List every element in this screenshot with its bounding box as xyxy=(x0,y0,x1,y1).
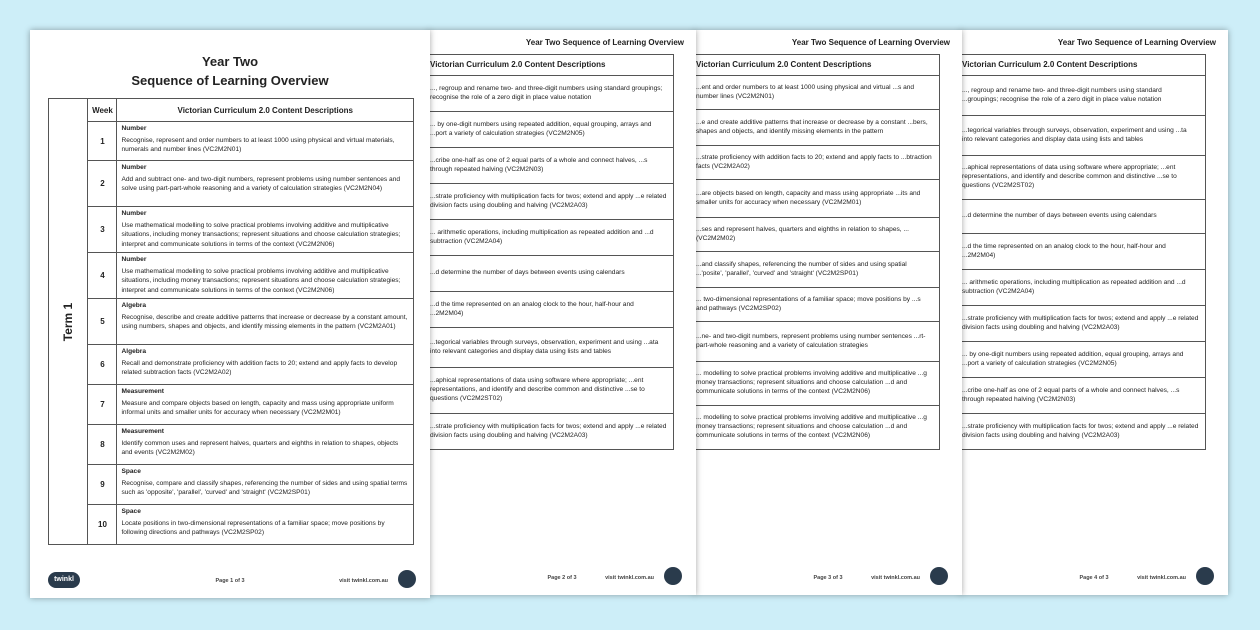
table-row: ...ne- and two-digit numbers, represent problems using number sentences ...rt-part-whole reasoning and a variety of calculation strategies xyxy=(694,322,940,362)
page-header: Year Two Sequence of Learning Overview xyxy=(1057,38,1216,47)
content-cell xyxy=(117,425,414,465)
page-footer xyxy=(960,565,1228,585)
page-number: Page 3 of 3 xyxy=(813,575,843,581)
curriculum-table xyxy=(960,54,1206,450)
curriculum-table xyxy=(694,54,940,450)
table-row: ...and classify shapes, referencing the number of sides and using spatial ...'posite', 'parallel', 'curved' and 'straight' (VC2M2SP01) xyxy=(694,252,940,288)
week-number: 6 xyxy=(88,345,117,385)
content-cell xyxy=(117,253,414,299)
page-number: Page 2 of 3 xyxy=(547,575,577,581)
week-number: 4 xyxy=(88,253,117,299)
twinkl-logo: twinkl xyxy=(48,572,80,588)
topic-label: Number xyxy=(121,256,147,263)
table-row: ...tegorical variables through surveys, observation, experiment and using ...ata into relevant categories and display data using lists and tables xyxy=(428,328,674,368)
table-row: ...aphical representations of data using software where appropriate; ...ent representations, and identify and describe common and distinctive ...se to questions (VC2M2ST02) xyxy=(428,368,674,414)
page-number: Page 1 of 3 xyxy=(215,578,245,584)
table-row: ...ses and represent halves, quarters and eighths in relation to shapes, ...(VC2M2M02) xyxy=(694,218,940,252)
topic-label: Space xyxy=(121,508,141,515)
page-number: Page 4 of 3 xyxy=(1079,575,1109,581)
content-cell xyxy=(117,161,414,207)
title-line-1: Year Two xyxy=(201,54,259,69)
visit-link[interactable]: visit twinkl.com.au xyxy=(1137,575,1186,581)
worksheet-page-3 xyxy=(694,30,962,595)
page-header: Year Two Sequence of Learning Overview xyxy=(791,38,950,47)
topic-label: Number xyxy=(121,125,147,132)
table-row: ...strate proficiency with multiplication facts for twos; extend and apply ...e related division facts using doubling and halving (VC2M2A03) xyxy=(428,184,674,220)
content-description: Recognise, represent and order numbers to at least 1000 using physical and virtual materials, numerals and number lines (VC2M2N01) xyxy=(121,137,395,154)
content-description: Use mathematical modelling to solve practical problems involving additive and multiplicative situations, including money transactions; represent situations and choose calculation strategies; interpret and communicate solutions in terms of the context (VC2M2N06) xyxy=(121,268,401,294)
topic-label: Number xyxy=(121,164,147,171)
content-description: Identify common uses and represent halves, quarters and eighths in relation to shapes, objects and events (VC2M2M02) xyxy=(121,440,399,457)
week-number: 2 xyxy=(88,161,117,207)
twinkl-badge-icon xyxy=(664,567,682,585)
table-row: ...d the time represented on an analog clock to the hour, half-hour and ...2M2M04) xyxy=(960,234,1206,270)
page-footer xyxy=(428,565,696,585)
table-row: ...strate proficiency with multiplication facts for twos; extend and apply ...e related division facts using doubling and halving (VC2M2A03) xyxy=(428,414,674,450)
twinkl-badge-icon xyxy=(1196,567,1214,585)
content-cell xyxy=(117,465,414,505)
week-number: 8 xyxy=(88,425,117,465)
content-description: Measure and compare objects based on length, capacity and mass using appropriate uniform informal units and smaller units for accuracy when necessary (VC2M2M01) xyxy=(121,400,394,417)
table-row: ...aphical representations of data using software where appropriate; ...ent representations, and identify and describe common and distinctive ...se to questions (VC2M2ST02) xyxy=(960,156,1206,200)
table-row: ...strate proficiency with addition facts to 20; extend and apply facts to ...btraction facts (VC2M2A02) xyxy=(694,146,940,180)
content-description: Add and subtract one- and two-digit numbers, represent problems using number sentences and solve using part-part-whole reasoning and a variety of calculation strategies (VC2M2N04) xyxy=(121,176,401,193)
topic-label: Number xyxy=(121,210,147,217)
table-row: ... arithmetic operations, including multiplication as repeated addition and ...d subtraction (VC2M2A04) xyxy=(428,220,674,256)
twinkl-badge-icon xyxy=(930,567,948,585)
table-row: ..., regroup and rename two- and three-digit numbers using standard ...groupings; recognise the role of a zero digit in place value notation xyxy=(960,76,1206,116)
week-number: 3 xyxy=(88,207,117,253)
table-row: ...d determine the number of days between events using calendars xyxy=(428,256,674,292)
content-cell xyxy=(117,385,414,425)
week-number: 5 xyxy=(88,299,117,345)
week-number: 1 xyxy=(88,122,117,161)
page-header: Year Two Sequence of Learning Overview xyxy=(525,38,684,47)
table-row: ...are objects based on length, capacity and mass using appropriate ...its and smaller units for accuracy when necessary (VC2M2M01) xyxy=(694,180,940,218)
topic-label: Measurement xyxy=(121,388,164,395)
content-description: Use mathematical modelling to solve practical problems involving additive and multiplicative situations, including money transactions; represent situations and choose calculation strategies; interpret and communicate solutions in terms of the context (VC2M2N06) xyxy=(121,222,401,248)
week-number: 7 xyxy=(88,385,117,425)
visit-link[interactable]: visit twinkl.com.au xyxy=(339,578,388,584)
curriculum-table xyxy=(428,54,674,450)
table-row: ... modelling to solve practical problems involving additive and multiplicative ...g money transactions; represent situations and choose calculation ...d and communicate solutions in terms of the context (VC2M2N06) xyxy=(694,406,940,450)
table-row: ..., regroup and rename two- and three-digit numbers using standard groupings; recognise the role of a zero digit in place value notation xyxy=(428,76,674,112)
content-header: Victorian Curriculum 2.0 Content Descriptions xyxy=(117,99,414,122)
table-row: ... modelling to solve practical problems involving additive and multiplicative ...g money transactions; represent situations and choose calculation ...d and communicate solutions in terms of the context (VC2M2N06) xyxy=(694,362,940,406)
content-description: Locate positions in two-dimensional representations of a familiar space; move positions by following directions and pathways (VC2M2SP02) xyxy=(121,520,385,537)
table-row: ...strate proficiency with multiplication facts for twos; extend and apply ...e related division facts using doubling and halving (VC2M2A03) xyxy=(960,414,1206,450)
week-header: Week xyxy=(88,99,117,122)
worksheet-page-2 xyxy=(428,30,696,595)
term-label: Term 1 xyxy=(61,302,76,341)
worksheet-page-4 xyxy=(960,30,1228,595)
visit-link[interactable]: visit twinkl.com.au xyxy=(871,575,920,581)
content-cell xyxy=(117,345,414,385)
topic-label: Measurement xyxy=(121,428,164,435)
table-row: ...cribe one-half as one of 2 equal parts of a whole and connect halves, ...s through repeated halving (VC2M2N03) xyxy=(960,378,1206,414)
table-row: ... arithmetic operations, including multiplication as repeated addition and ...d subtraction (VC2M2A04) xyxy=(960,270,1206,306)
term-cell xyxy=(49,99,88,545)
table-header: Victorian Curriculum 2.0 Content Descriptions xyxy=(960,55,1206,76)
table-row: ... by one-digit numbers using repeated addition, equal grouping, arrays and ...port a variety of calculation strategies (VC2M2N05) xyxy=(960,342,1206,378)
table-row: ...ent and order numbers to at least 1000 using physical and virtual ...s and number lines (VC2M2N01) xyxy=(694,76,940,110)
week-number: 9 xyxy=(88,465,117,505)
twinkl-badge-icon xyxy=(398,570,416,588)
curriculum-table xyxy=(48,98,414,545)
content-cell xyxy=(117,122,414,161)
table-row: ... by one-digit numbers using repeated addition, equal grouping, arrays and ...port a variety of calculation strategies (VC2M2N05) xyxy=(428,112,674,148)
table-row: ... two-dimensional representations of a familiar space; move positions by ...s and pathways (VC2M2SP02) xyxy=(694,288,940,322)
table-row: ...d the time represented on an analog clock to the hour, half-hour and ...2M2M04) xyxy=(428,292,674,328)
table-row: ...cribe one-half as one of 2 equal parts of a whole and connect halves, ...s through repeated halving (VC2M2N03) xyxy=(428,148,674,184)
table-row: ...d determine the number of days between events using calendars xyxy=(960,200,1206,234)
table-row: ...e and create additive patterns that increase or decrease by a constant ...bers, shapes and objects, and identify missing elements in the pattern xyxy=(694,110,940,146)
table-header: Victorian Curriculum 2.0 Content Descriptions xyxy=(428,55,674,76)
topic-label: Algebra xyxy=(121,302,147,309)
content-cell xyxy=(117,505,414,545)
content-description: Recognise, describe and create additive patterns that increase or decrease by a constant amount, using numbers, shapes and objects, and identify missing elements in the pattern (VC2M2A01) xyxy=(121,314,408,331)
topic-label: Algebra xyxy=(121,348,147,355)
content-cell xyxy=(117,299,414,345)
page-footer xyxy=(694,565,962,585)
page-footer xyxy=(30,568,430,588)
content-description: Recognise, compare and classify shapes, referencing the number of sides and using spatial terms such as 'opposite', 'parallel', 'curved' and 'straight' (VC2M2SP01) xyxy=(121,480,408,497)
table-row: ...strate proficiency with multiplication facts for twos; extend and apply ...e related division facts using doubling and halving (VC2M2A03) xyxy=(960,306,1206,342)
topic-label: Space xyxy=(121,468,141,475)
visit-link[interactable]: visit twinkl.com.au xyxy=(605,575,654,581)
table-header: Victorian Curriculum 2.0 Content Descriptions xyxy=(694,55,940,76)
title-line-2: Sequence of Learning Overview xyxy=(131,73,329,88)
table-row: ...tegorical variables through surveys, observation, experiment and using ...ta into relevant categories and display data using lists and tables xyxy=(960,116,1206,156)
page-title xyxy=(30,52,430,90)
week-number: 10 xyxy=(88,505,117,545)
content-cell xyxy=(117,207,414,253)
worksheet-page-1 xyxy=(30,30,430,598)
content-description: Recall and demonstrate proficiency with addition facts to 20; extend and apply facts to develop related subtraction facts (VC2M2A02) xyxy=(121,360,398,377)
